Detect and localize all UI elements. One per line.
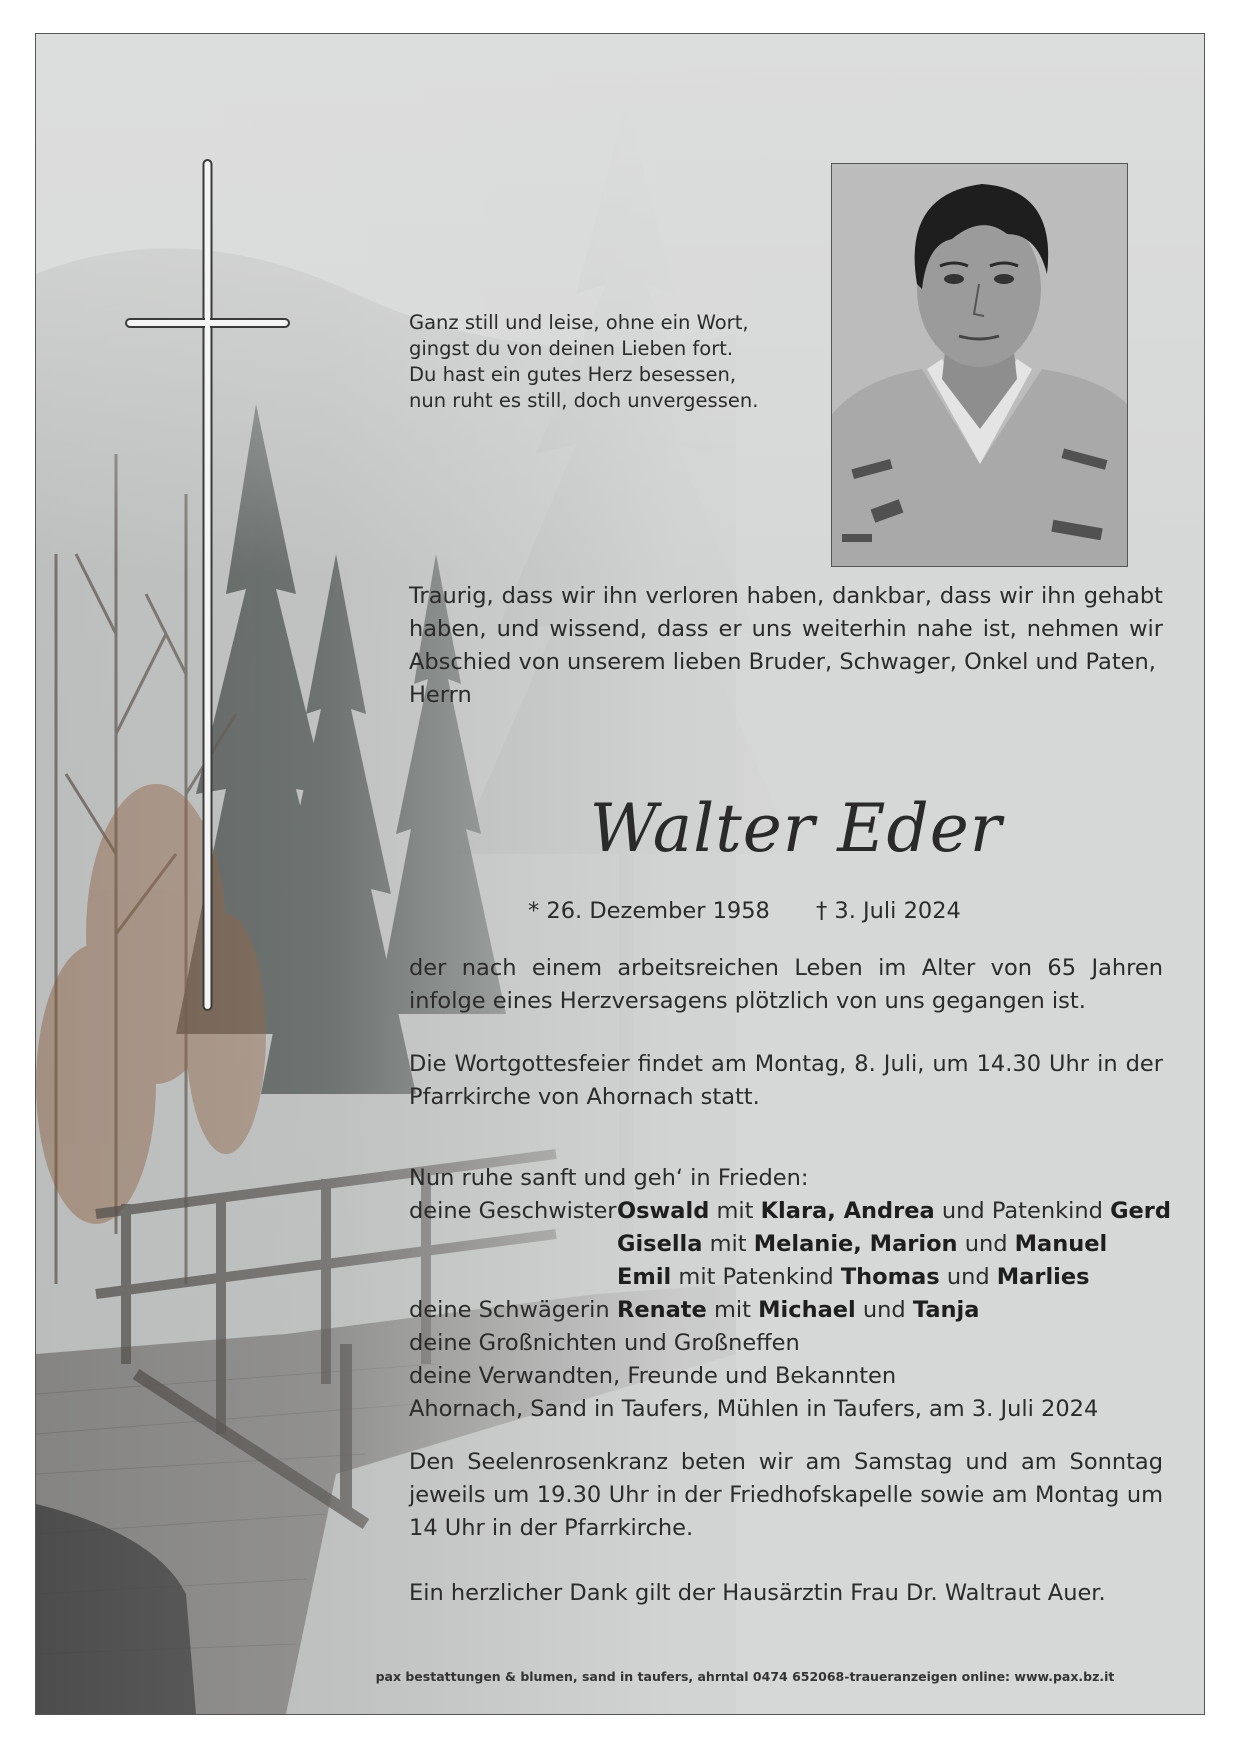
poem-line: Du hast ein gutes Herz besessen, [409, 363, 737, 386]
deceased-name: Walter Eder [589, 790, 1003, 867]
intro-paragraph: Traurig, dass wir ihn verloren haben, dankbar, dass wir ihn gehabt haben, und wissend, dass er uns weiterhin nahe ist, nehmen wir Abschied von unserem lieben Bruder, Schwager, Onkel und Paten, [409, 583, 1163, 675]
poem-line: Ganz still und leise, ohne ein Wort, [409, 311, 749, 334]
sister-in-law-label: deine Schwägerin [409, 1297, 610, 1323]
place-date: Ahornach, Sand in Taufers, Mühlen in Taufers, am 3. Juli 2024 [409, 1396, 1099, 1422]
cause-paragraph: der nach einem arbeitsreichen Leben im Alter von 65 Jahren infolge eines Herzversagens plötzlich von uns gegangen ist. [409, 955, 1163, 1014]
service-paragraph: Die Wortgottesfeier findet am Montag, 8. Juli, um 14.30 Uhr in der Pfarrkirche von Ahornach statt. [409, 1051, 1163, 1110]
rosary-paragraph: Den Seelenrosenkranz beten wir am Samstag und am Sonntag jeweils um 19.30 Uhr in der Friedhofskapelle sowie am Montag um 14 Uhr in der Pfarrkirche. [409, 1449, 1163, 1541]
portrait-photo [831, 163, 1128, 567]
poem [409, 310, 758, 414]
thanks: Ein herzlicher Dank gilt der Hausärztin Frau Dr. Waltraut Auer. [409, 1580, 1106, 1606]
poem-line: nun ruht es still, doch unvergessen. [409, 389, 759, 412]
death-date: † 3. Juli 2024 [816, 898, 961, 924]
poem-line: gingst du von deinen Lieben fort. [409, 337, 734, 360]
footer: pax bestattungen & blumen, sand in taufers, ahrntal 0474 652068-traueranzeigen online: www.pax.bz.it [375, 1669, 1115, 1684]
cross-icon [36, 34, 336, 1034]
siblings-label: deine Geschwister [409, 1198, 617, 1224]
obituary-card: Ganz still und leise, ohne ein Wort, gingst du von deinen Lieben fort. Du hast ein gutes Herz besessen, nun ruht es still, doch unvergessen. Traurig, dass wir ihn verloren haben, dankbar, dass wir ihn gehabt haben, und wissend, dass er uns weiterhin nahe ist, nehmen wir Abschied von unserem lieben Bruder, Schwager, Onkel und Paten, Herrn Walter Eder * 26. Dezember 1958 † 3. Juli 2024 der nach einem arbeitsreichen Leben im Alter von 65 Jahren infolge eines Herzversagens plötzlich von uns gegangen ist. Die Wortgottesfeier findet am Montag, 8. Juli, um 14.30 Uhr in der Pfarrkirche von Ahornach statt. Nun ruhe sanft und geh‘ in Frieden: deine Geschwister Oswald mit Klara, Andrea und Patenkind Gerd Gisella mit Melanie, Marion und Manuel Emil mit Patenkind Thomas und Marlies deine Schwägerin Renate mit Michael und Tanja deine Großnichten und Großneffen deine Verwandten, Freunde und Bekannten Ahornach, Sand in Taufers, Mühlen in Taufers, am 3. Juli 2024 Den Seelenrosenkranz beten wir am Samstag und am Sonntag jeweils um 19.30 Uhr in der Friedhofskapelle sowie am Montag um 14 Uhr in der Pfarrkirche. Ein herzlicher Dank gilt der Hausärztin Frau Dr. Waltraut Auer. [35, 33, 1205, 1715]
salutation: Herrn [409, 682, 472, 708]
birth-date: * 26. Dezember 1958 [528, 898, 770, 924]
